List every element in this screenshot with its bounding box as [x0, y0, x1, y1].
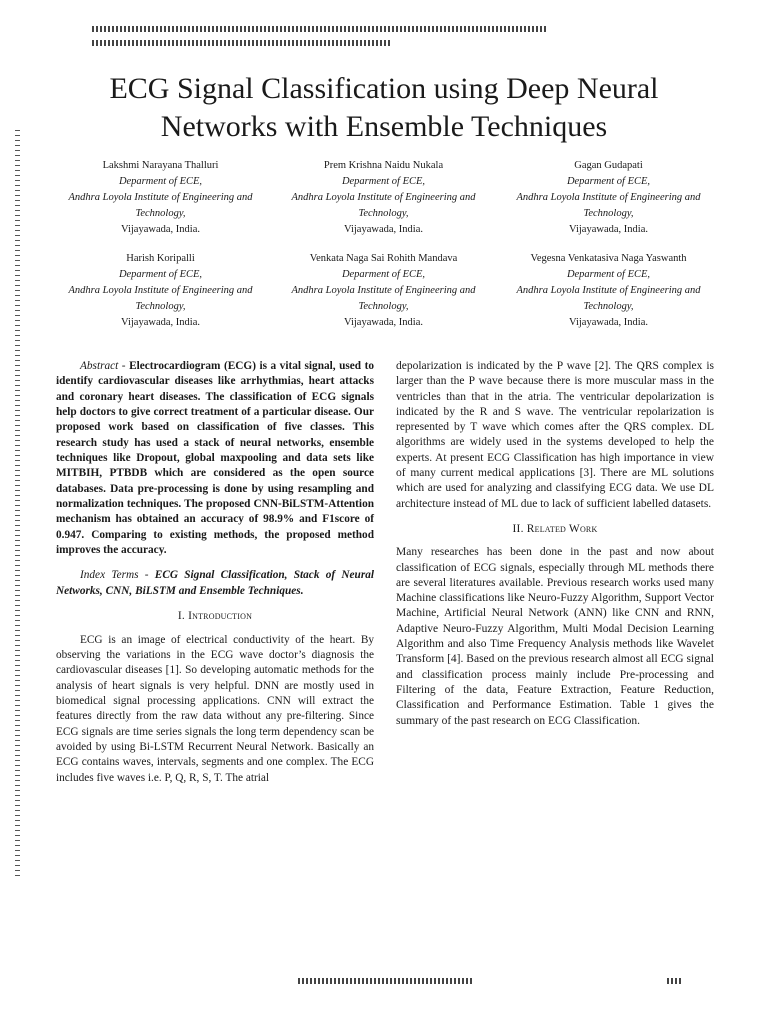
author-department: Deparment of ECE, — [341, 269, 426, 280]
author-block — [271, 251, 496, 331]
left-margin-text — [15, 130, 20, 880]
author-institution: Andhra Loyola Institute of Engineering and Technology, — [516, 192, 701, 219]
right-column — [396, 359, 714, 729]
page-number — [667, 978, 681, 984]
introduction-continued: depolarization is indicated by the P wave [2]. The QRS complex is larger than the P wave because there is more muscular mass in the ventricles than that in the atria. The ventricular depolarization is indicated by the R and S wave. The ventricular repolarization is represented by T wave which comes after the QRS complex. DL algorithms are widely used in the systems developed to help the experts. At present ECG Classification has high importance in view of many current medical applications [3]. There are ML solutions which are used for analyzing and classifying ECG data. We use DL architecture instead of ML due to lack of sufficient labelled datasets. — [396, 360, 714, 510]
author-department: Deparment of ECE, — [566, 176, 651, 187]
index-terms-label: Index Terms - — [80, 569, 149, 582]
author-block — [48, 158, 273, 238]
author-city: Vijayawada, India. — [569, 317, 648, 328]
author-name: Lakshmi Narayana Thalluri — [102, 160, 219, 171]
author-block — [48, 251, 273, 331]
author-department: Deparment of ECE, — [566, 269, 651, 280]
author-city: Vijayawada, India. — [569, 224, 648, 235]
left-column — [56, 359, 374, 786]
index-terms — [56, 568, 374, 599]
introduction-text: ECG is an image of electrical conductivity of the heart. By observing the variations in the ECG wave doctor’s diagnosis the cardiovascular diseases [1]. So developing automatic methods for the analysis of heart signals is very helpful. DNN are mostly used in biomedical signal processing applications. CNN will extract the features directly from the raw data without any pre-filtering. Since ECG signals are time series signals the long term dependency scan be avoided by using Bi-LSTM Recurrent Neural Network. Basically an ECG contains waves, intervals, segments and one complex. The ECG includes five waves i.e. P, Q, R, S, T. The atrial — [56, 633, 374, 784]
author-department: Deparment of ECE, — [118, 269, 203, 280]
author-city: Vijayawada, India. — [121, 224, 200, 235]
section-heading-introduction: I. Introduction — [177, 610, 253, 623]
author-city: Vijayawada, India. — [344, 317, 423, 328]
author-institution: Andhra Loyola Institute of Engineering and Technology, — [68, 285, 253, 312]
abstract — [56, 359, 374, 558]
author-institution: Andhra Loyola Institute of Engineering and Technology, — [516, 285, 701, 312]
related-work-text: Many researches has been done in the past and now about classification of ECG signals, especially through ML methods there are several literatures available. Previous research works used many Machine classifications like Neuro-Fuzzy Algorithm, Support Vector Machine, Artificial Neural Network (ANN) like CNN and RNN, Adaptive Neuro-Fuzzy Algorithm, Multi Modal Decision Learning Algorithm and also Time Frequency Analysis methods like Wavelet Transform [4]. Based on the previous research almost all ECG signal and classification process mainly include Pre-processing and Filtering of the data, Feature Extraction, Feature Reduction, Classification and Performance Estimation. Table 1 gives the summary of the past research on ECG Classification. — [396, 546, 714, 727]
author-city: Vijayawada, India. — [344, 224, 423, 235]
paper-title: ECG Signal Classification using Deep Neural Networks with Ensemble Techniques — [109, 72, 659, 143]
author-department: Deparment of ECE, — [118, 176, 203, 187]
author-department: Deparment of ECE, — [341, 176, 426, 187]
conference-header-line-2 — [92, 40, 392, 46]
author-name: Prem Krishna Naidu Nukala — [323, 160, 444, 171]
author-block — [496, 158, 721, 238]
author-institution: Andhra Loyola Institute of Engineering and Technology, — [291, 285, 476, 312]
author-name: Harish Koripalli — [126, 253, 195, 264]
author-block — [271, 158, 496, 238]
index-terms-text: ECG Signal Classification, Stack of Neural Networks, CNN, BiLSTM and Ensemble Techniques. — [56, 569, 374, 597]
author-institution: Andhra Loyola Institute of Engineering and Technology, — [291, 192, 476, 219]
author-block — [496, 251, 721, 331]
section-heading-related-work: II. Related Work — [512, 522, 598, 535]
abstract-text: Electrocardiogram (ECG) is a vital signal, used to identify cardiovascular diseases like arrhythmias, heart attacks and coronary heart diseases. The classification of ECG signals help doctors to give correct treatment of a particular disease. Our proposed work based on classification of five classes. This research study has used a stack of neural networks, ensemble techniques like Dropout, global maxpooling and data sets like MITBIH, PTBDB which are considered as the open source databases. Data pre-processing is done by using resampling and normalization techniques. The proposed CNN-BiLSTM-Attention mechanism has obtained an accuracy of 98.9% and F1score of 0.947. Comparing to existing methods, the proposed method improves the accuracy. — [56, 360, 375, 557]
author-name: Gagan Gudapati — [574, 160, 643, 171]
footer-text — [298, 978, 473, 984]
conference-header-line-1 — [92, 26, 547, 32]
author-name: Venkata Naga Sai Rohith Mandava — [309, 253, 458, 264]
author-city: Vijayawada, India. — [121, 317, 200, 328]
author-name: Vegesna Venkatasiva Naga Yaswanth — [530, 253, 687, 264]
abstract-label: Abstract - — [80, 360, 126, 372]
author-institution: Andhra Loyola Institute of Engineering and Technology, — [68, 192, 253, 219]
